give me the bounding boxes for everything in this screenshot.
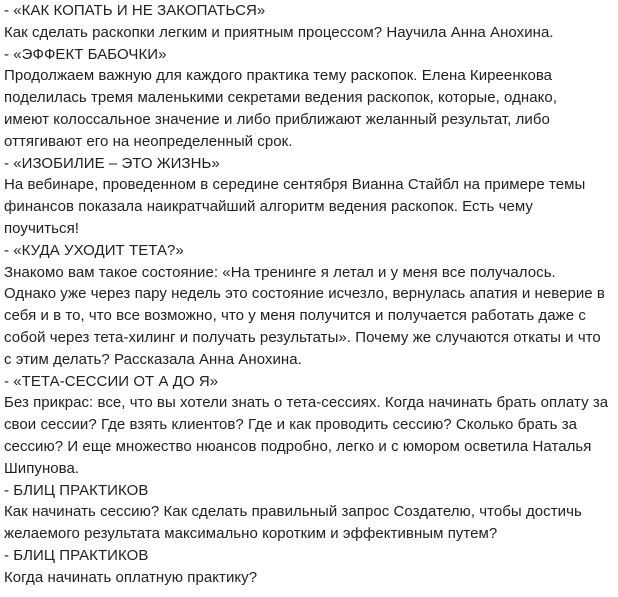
paragraph-line: Однако уже через пару недель это состояние исчезло, вернулась апатия и неверие в bbox=[4, 285, 605, 303]
section-heading-kuda-uhodit-teta: - «КУДА УХОДИТ ТЕТА?» bbox=[4, 241, 184, 259]
paragraph-line: Без прикрас: все, что вы хотели знать о тета-сессиях. Когда начинать брать оплату за bbox=[4, 394, 609, 412]
paragraph-line: свои сессии? Где взять клиентов? Где и как проводить сессию? Сколько брать за bbox=[4, 416, 578, 434]
section-heading-effekt-babochki: - «ЭФФЕКТ БАБОЧКИ» bbox=[4, 45, 167, 63]
paragraph-line: сессию? И еще множество нюансов подробно, легко и с юмором осветила Наталья bbox=[4, 437, 592, 455]
paragraph-line: собой через тета-хилинг и получать результаты». Почему же случаются откаты и что bbox=[4, 328, 601, 346]
paragraph-line: себя и в то, что все возможно, что у меня получится и получается работать даже с bbox=[4, 307, 586, 325]
paragraph-line: желаемого результата максимально коротким и эффективным путем? bbox=[4, 525, 498, 543]
paragraph-line: Шипунова. bbox=[4, 459, 80, 477]
paragraph-line: поделилась тремя маленькими секретами ведения раскопок, которые, однако, bbox=[4, 89, 558, 107]
paragraph-line: Знакомо вам такое состояние: «На тренинге я летал и у меня все получалось. bbox=[4, 263, 556, 281]
paragraph-line: Как начинать сессию? Как сделать правильный запрос Создателю, чтобы достичь bbox=[4, 503, 582, 521]
paragraph-line: финансов показала наикратчайший алгоритм ведения раскопок. Есть чему bbox=[4, 198, 533, 216]
paragraph-line: Продолжаем важную для каждого практика тему раскопок. Елена Киреенкова bbox=[4, 67, 553, 85]
paragraph-line: Как сделать раскопки легким и приятным процессом? Научила Анна Анохина. bbox=[4, 23, 554, 41]
paragraph-line: поучиться! bbox=[4, 219, 79, 237]
section-heading-kak-kopat: - «КАК КОПАТЬ И НЕ ЗАКОПАТЬСЯ» bbox=[4, 2, 266, 19]
paragraph-line: Когда начинать оплатную практику? bbox=[4, 568, 258, 586]
paragraph-line: оттягивают его на неопределенный срок. bbox=[4, 132, 293, 150]
paragraph-line: с этим делать? Рассказала Анна Анохина. bbox=[4, 350, 302, 368]
paragraph-line: На вебинаре, проведенном в середине сентября Вианна Стайбл на примере темы bbox=[4, 176, 586, 194]
section-heading-blits-praktikov: - БЛИЦ ПРАКТИКОВ bbox=[4, 481, 149, 499]
section-heading-teta-sessii: - «ТЕТА-СЕССИИ ОТ А ДО Я» bbox=[4, 372, 219, 390]
section-heading-blits-praktikov: - БЛИЦ ПРАКТИКОВ bbox=[4, 546, 149, 564]
section-heading-izobilie: - «ИЗОБИЛИЕ – ЭТО ЖИЗНЬ» bbox=[4, 154, 220, 172]
paragraph-line: имеют колоссальное значение и либо приближают желанный результат, либо bbox=[4, 110, 550, 128]
